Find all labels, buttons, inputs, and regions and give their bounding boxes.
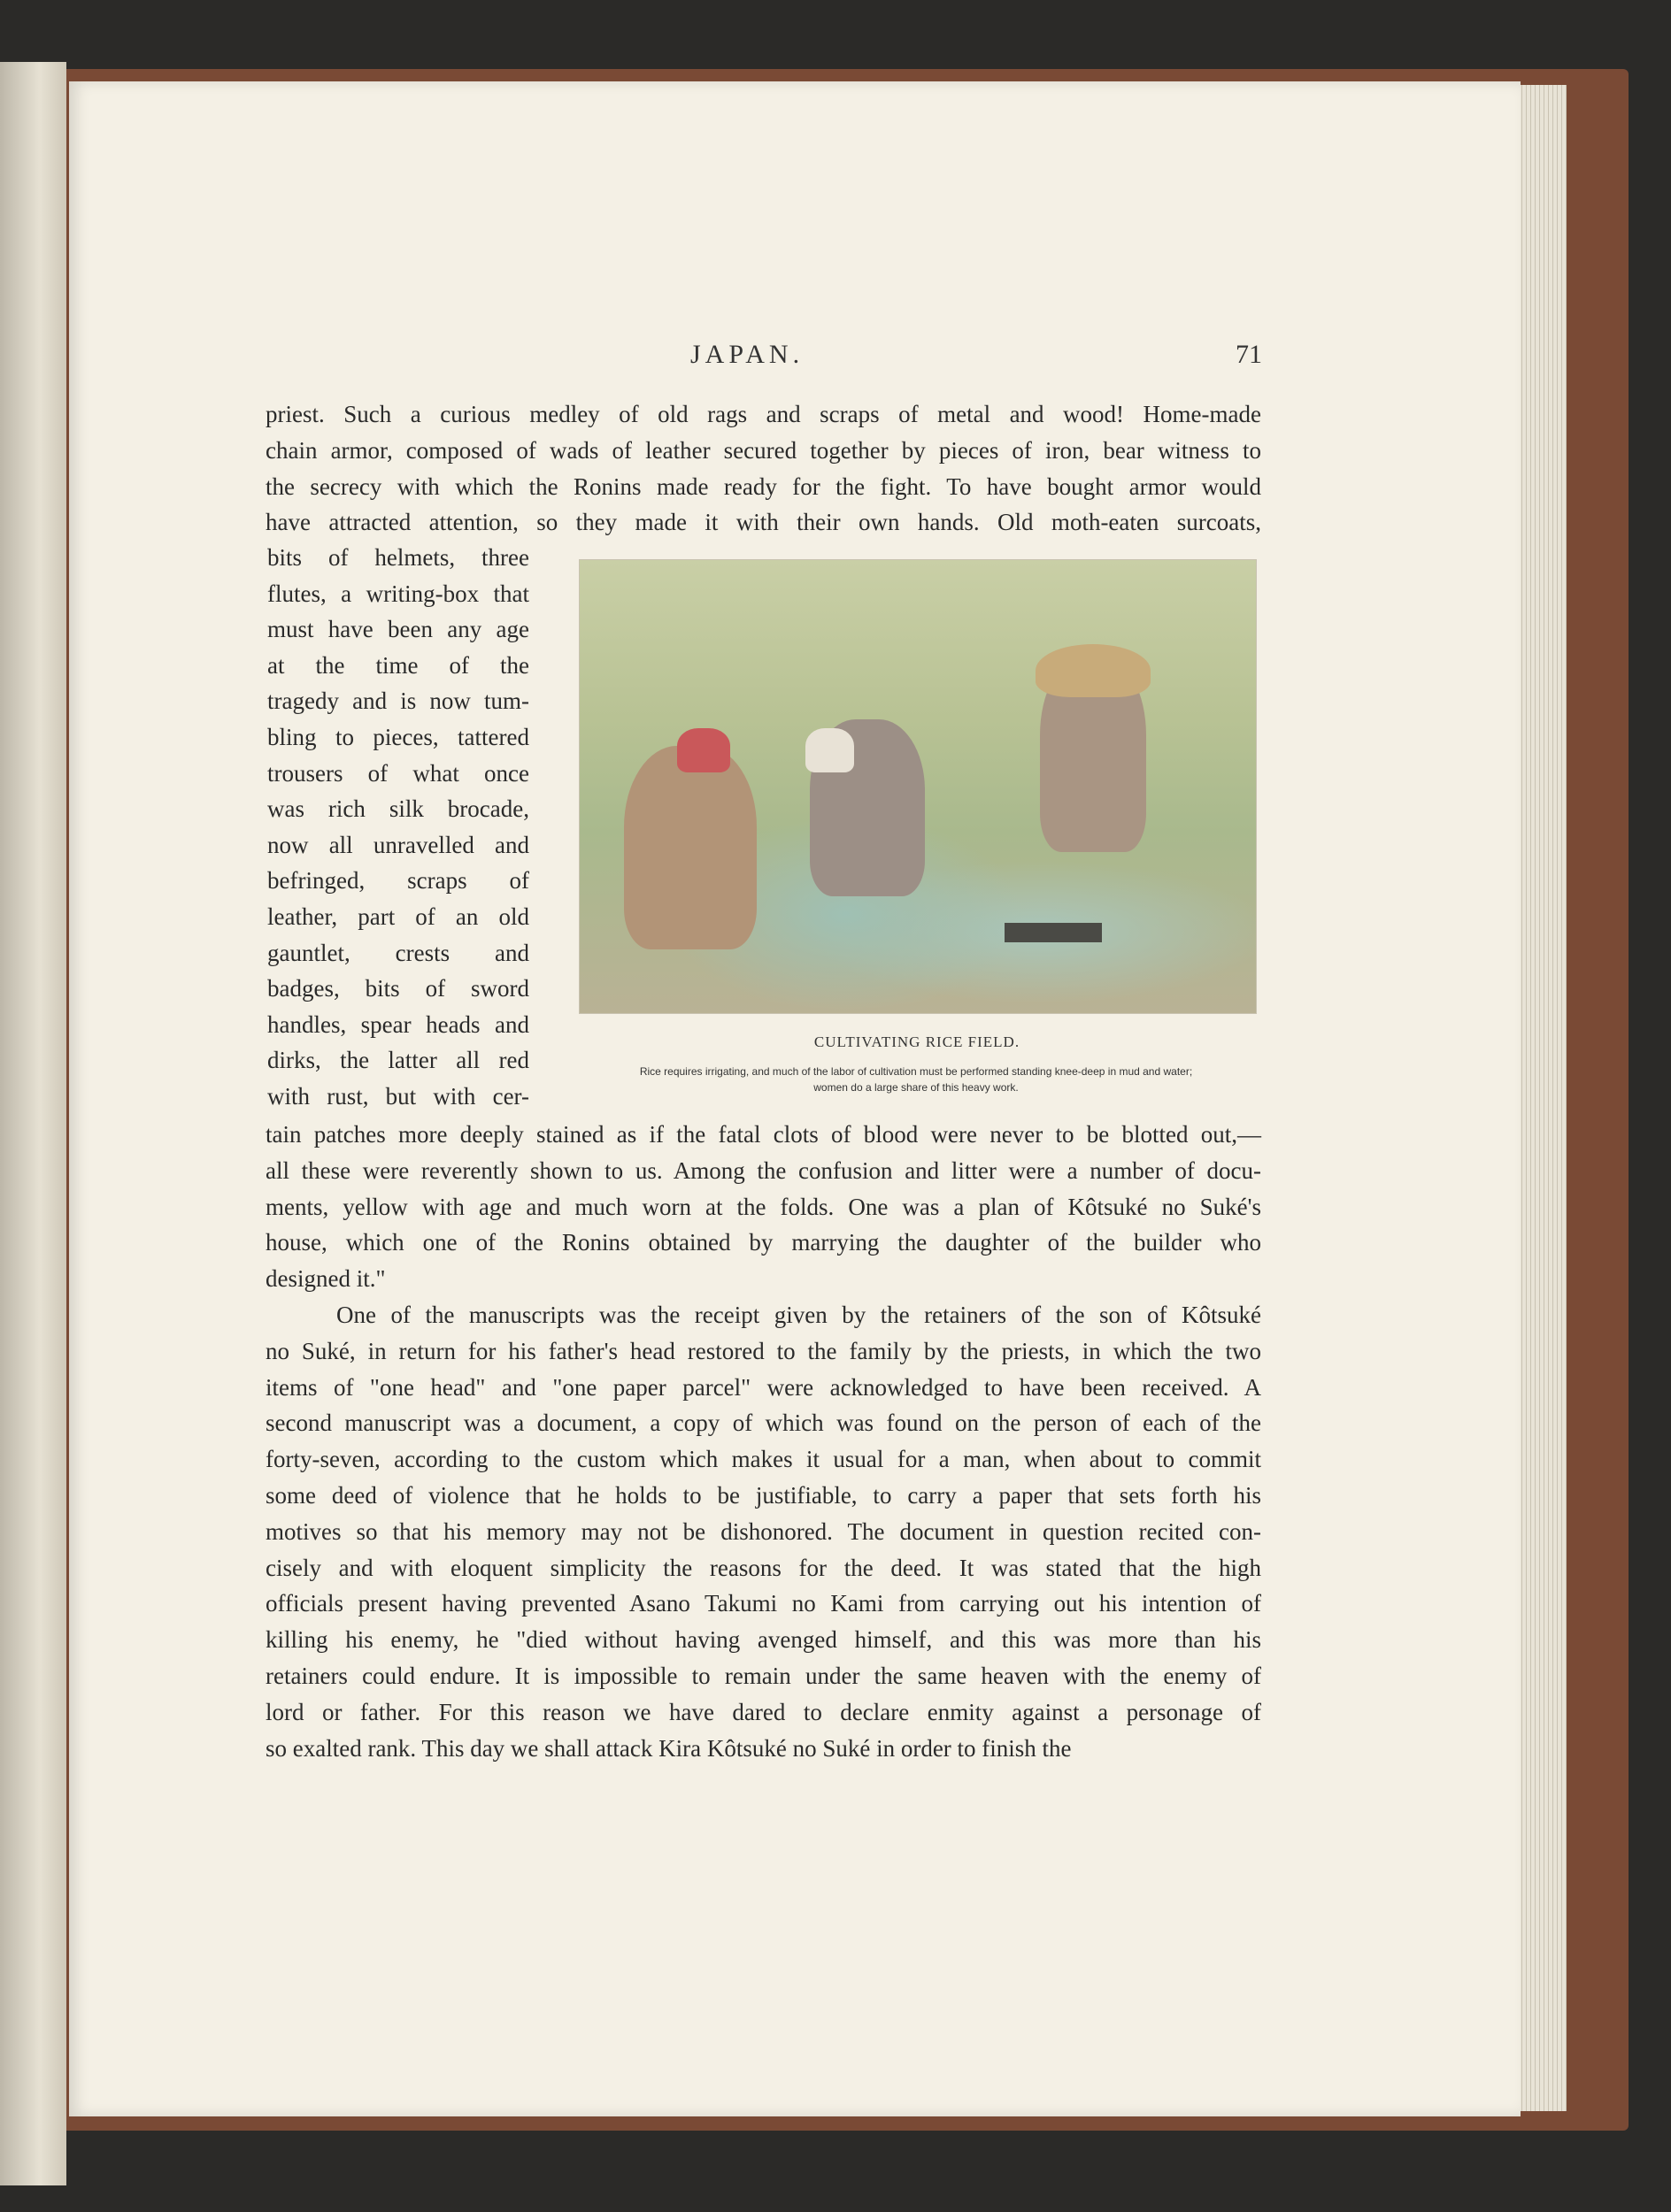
caption-line: women do a large share of this heavy work. <box>813 1081 1019 1094</box>
text-line: no Suké, in return for his father's head restored to the family by the priests, in which the two <box>266 1337 1261 1364</box>
text-line: bling to pieces, tattered <box>267 724 529 750</box>
text-line: all these were reverently shown to us. Among the confusion and litter were a number of docu- <box>266 1156 1261 1184</box>
text-line: retainers could endure. It is impossible to remain under the same heaven with the enemy of <box>266 1663 1261 1689</box>
left-page-edge <box>0 62 66 2185</box>
text-line: officials present having prevented Asano Takumi no Kami from carrying out his intention of <box>266 1590 1261 1617</box>
text-line: lord or father. For this reason we have dared to declare enmity against a personage of <box>266 1698 1261 1725</box>
text-line: cisely and with eloquent simplicity the reasons for the deed. It was stated that the high <box>266 1554 1261 1581</box>
text-line: badges, bits of sword <box>267 975 529 1002</box>
text-line: tragedy and is now tum- <box>267 687 529 715</box>
text-line: flutes, a writing-box that <box>267 580 529 607</box>
hoe-blade <box>1005 923 1102 942</box>
text-line: items of "one head" and "one paper parcel" were acknowledged to have been received. A <box>266 1373 1261 1401</box>
text-line: must have been any age <box>267 616 529 643</box>
worker-figure <box>624 746 757 949</box>
text-line: befringed, scraps of <box>267 867 529 895</box>
text-line: motives so that his memory may not be dishonored. The document in question recited con- <box>266 1517 1261 1545</box>
figure-caption <box>566 1064 1266 1095</box>
text-line: some deed of violence that he holds to be justifiable, to carry a paper that sets forth his <box>266 1482 1261 1509</box>
text-line: gauntlet, crests and <box>267 939 529 966</box>
figure-title: CULTIVATING RICE FIELD. <box>813 1033 1020 1050</box>
text-line: designed it." <box>266 1265 386 1293</box>
text-line: leather, part of an old <box>267 903 529 930</box>
page-number: 71 <box>1236 340 1262 369</box>
text-line: the secrecy with which the Ronins made ready for the fight. To have bought armor would <box>266 472 1261 500</box>
text-line: dirks, the latter all red <box>267 1047 529 1074</box>
text-line: chain armor, composed of wads of leather secured together by pieces of iron, bear witness to <box>266 436 1261 464</box>
text-line: handles, spear heads and <box>267 1010 529 1038</box>
text-line: house, which one of the Ronins obtained by marrying the daughter of the builder who <box>266 1229 1261 1256</box>
running-header: JAPAN. <box>690 340 805 369</box>
caption-line: Rice requires irrigating, and much of the labor of cultivation must be performed standing knee-deep in mud and water; <box>639 1065 1193 1078</box>
text-line: second manuscript was a document, a copy of which was found on the person of each of the <box>266 1409 1261 1437</box>
text-line: now all unravelled and <box>267 831 529 858</box>
text-line: ments, yellow with age and much worn at the folds. One was a plan of Kôtsuké no Suké's <box>266 1193 1261 1220</box>
white-headscarf <box>805 728 854 772</box>
rice-field-photo <box>579 559 1257 1014</box>
text-line: killing his enemy, he "died without having avenged himself, and this was more than his <box>266 1626 1261 1654</box>
text-line: bits of helmets, three <box>267 544 529 571</box>
red-headscarf <box>677 728 730 772</box>
text-line: was rich silk brocade, <box>267 795 529 823</box>
text-line: priest. Such a curious medley of old rags and scraps of metal and wood! Home-made <box>266 401 1261 427</box>
text-line: trousers of what once <box>267 759 529 787</box>
straw-hat <box>1036 644 1151 697</box>
text-line: tain patches more deeply stained as if the fatal clots of blood were never to be blotted out,— <box>266 1121 1261 1148</box>
text-line: forty-seven, according to the custom which makes it usual for a man, when about to commit <box>266 1446 1261 1473</box>
text-line: One of the manuscripts was the receipt given by the retainers of the son of Kôtsuké <box>336 1302 1261 1328</box>
text-line: so exalted rank. This day we shall attack Kira Kôtsuké no Suké in order to finish the <box>266 1734 1072 1762</box>
text-line: at the time of the <box>267 651 529 679</box>
text-line: with rust, but with cer- <box>267 1083 529 1110</box>
text-line: have attracted attention, so they made it with their own hands. Old moth-eaten surcoats, <box>266 509 1261 536</box>
